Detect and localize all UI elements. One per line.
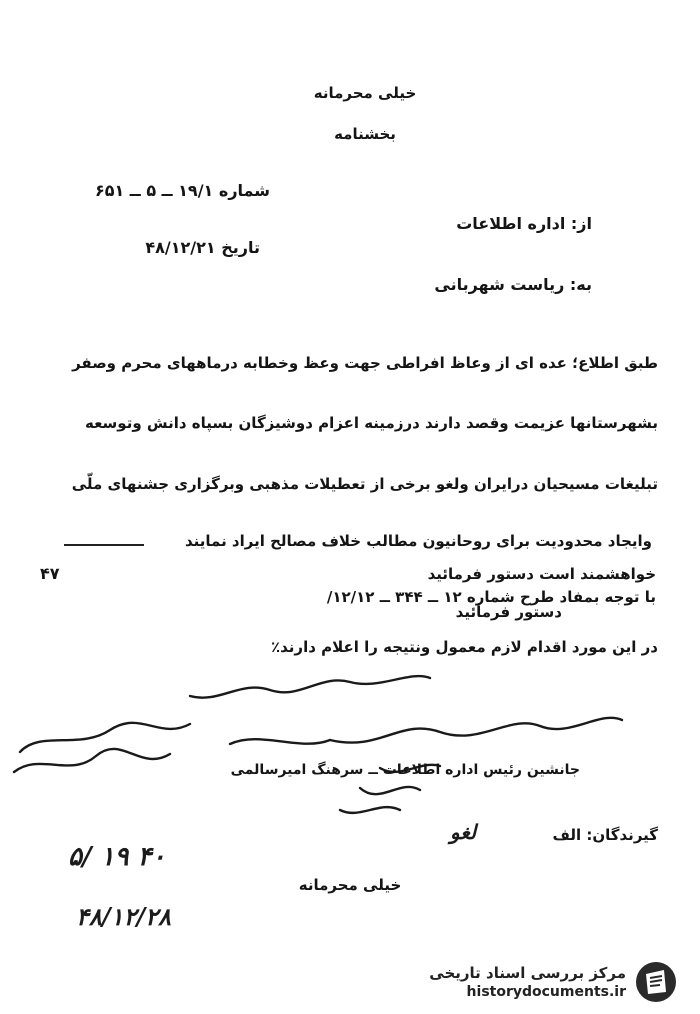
archive-emblem-icon (634, 960, 678, 1004)
logo-text-fa: مرکز بررسی اسناد تاریخی (429, 964, 626, 982)
logo-text-en: historydocuments.ir (466, 984, 626, 1000)
footer-classification: خیلی محرمانه (298, 876, 402, 894)
sender: از: اداره اطلاعات (456, 214, 592, 233)
classification-header: خیلی محرمانه (313, 84, 417, 102)
body-line-2: بشهرستانها عزیمت وقصد دارند درزمینه اعزام دوشیزگان بسپاه دانش وتوسعه (84, 414, 658, 432)
recipients-label: گیرندگان: الف (552, 826, 658, 844)
body-line-1: طبق اطلاع؛ عده ای از وعاظ افراطی جهت وعظ وخطابه درماههای محرم وصفر (72, 354, 658, 372)
request-line: خواهشمند است دستور فرمائید (427, 565, 656, 583)
letter-date: تاریخ ۴۸/۱۲/۲۱ (145, 238, 260, 257)
circular-heading: بخشنامه (334, 125, 396, 143)
order-line: دستور فرمائید (455, 603, 562, 621)
letter-number: شماره ۱۹/۱ ــ ۵ ــ ۶۵۱ (94, 181, 270, 200)
receipt-number: ۵/ ۱۹ ۴۰ (68, 842, 166, 872)
body-line-4-fill (64, 544, 144, 546)
signatory-title: جانشین رئیس اداره اطلاعات ــ سرهنگ امیرسالمی (230, 762, 580, 778)
body-line-3: تبلیغات مسیحیان درایران ولغو برخی از تعطیلات مذهبی وبرگزاری جشنهای ملّی (71, 475, 658, 493)
closing-line: در این مورد اقدام لازم معمول ونتیجه را اعلام دارند٪ (270, 638, 658, 656)
reference-line: با توجه بمفاد طرح شماره ۱۲ ــ ۳۴۴ ــ ۱۲/۱۲/ (326, 588, 656, 606)
archive-logo (429, 960, 678, 1004)
receipt-date: ۴۸/۱۲/۲۸ (76, 902, 171, 931)
recipient: به: ریاست شهربانی (434, 275, 592, 294)
reference-number-margin: ۴۷ (40, 564, 60, 583)
margin-note: لغو (450, 820, 477, 844)
body-line-4: وایجاد محدودیت برای روحانیون مطالب خلاف مصالح ایراد نمایند (184, 532, 652, 550)
handwritten-annotation (0, 660, 700, 830)
